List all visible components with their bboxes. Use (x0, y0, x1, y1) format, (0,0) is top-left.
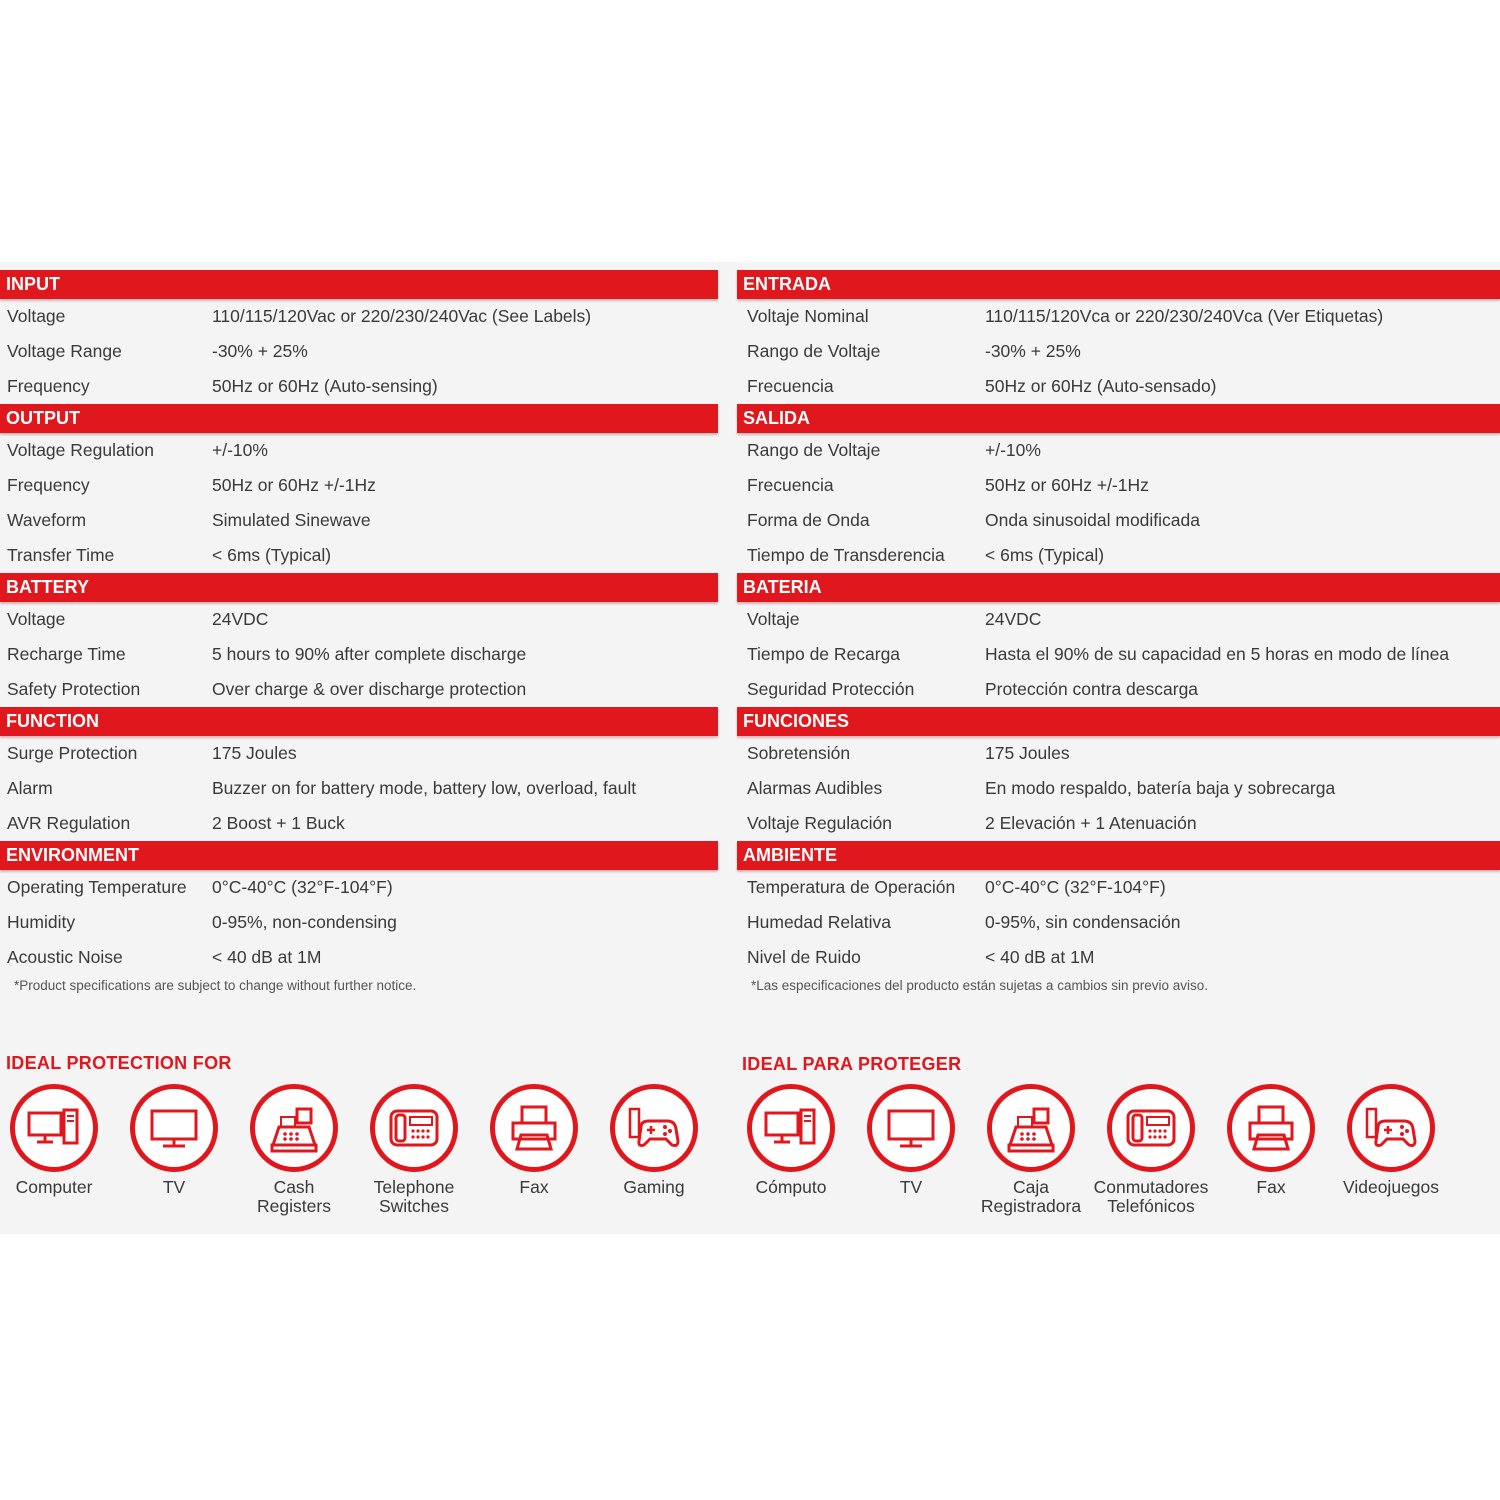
section-header: ENVIRONMENT (0, 841, 718, 870)
section-header: AMBIENTE (737, 841, 1500, 870)
cash-register-icon (250, 1084, 338, 1172)
spec-value: 50Hz or 60Hz (Auto-sensing) (212, 376, 438, 396)
spec-row (0, 672, 718, 707)
spec-value: +/-10% (985, 440, 1041, 460)
spec-row (0, 369, 718, 404)
spec-label: Recharge Time (7, 644, 126, 664)
ideal-item (474, 1084, 594, 1216)
spec-value: Buzzer on for battery mode, battery low, overload, fault (212, 778, 637, 798)
spec-value: -30% + 25% (985, 341, 1081, 361)
spec-row (0, 503, 718, 538)
tv-icon (130, 1084, 218, 1172)
ideal-item-label: Videojuegos (1342, 1177, 1439, 1197)
spec-row (0, 806, 718, 841)
spec-value: En modo respaldo, batería baja y sobrecarga (985, 778, 1336, 798)
spec-row (0, 637, 718, 672)
section-header: ENTRADA (737, 270, 1500, 299)
spec-row (737, 299, 1500, 334)
spec-value: 175 Joules (212, 743, 297, 763)
spec-value: 175 Joules (985, 743, 1070, 763)
spec-value: Over charge & over discharge protection (212, 679, 527, 699)
spec-section (737, 707, 1500, 841)
ideal-item-label: TV (899, 1177, 923, 1197)
spec-label: Transfer Time (7, 545, 115, 565)
spec-label: Forma de Onda (747, 510, 870, 530)
section-header: SALIDA (737, 404, 1500, 433)
gaming-icon (610, 1084, 698, 1172)
ideal-item (1331, 1084, 1451, 1216)
spec-label: Tiempo de Transderencia (747, 545, 945, 565)
spec-row (0, 771, 718, 806)
ideal-item-label: Fax (1256, 1177, 1286, 1197)
spec-row (0, 736, 718, 771)
ideal-icons-es (731, 1084, 1451, 1216)
section-header: FUNCIONES (737, 707, 1500, 736)
spec-value: 50Hz or 60Hz +/-1Hz (985, 475, 1149, 495)
gaming-icon (1347, 1084, 1435, 1172)
spec-row (0, 538, 718, 573)
computer-icon (747, 1084, 835, 1172)
spec-row (737, 637, 1500, 672)
ideal-item-label: Conmutadores Telefónicos (1093, 1177, 1209, 1216)
spec-label: Sobretensión (747, 743, 851, 763)
spec-row (737, 905, 1500, 940)
spec-section (0, 573, 718, 707)
cash-register-icon (987, 1084, 1075, 1172)
spec-section (0, 841, 718, 975)
spec-label: Frecuencia (747, 475, 834, 495)
spec-row (0, 468, 718, 503)
spec-label: Safety Protection (7, 679, 141, 699)
ideal-item (851, 1084, 971, 1216)
spec-label: Nivel de Ruido (747, 947, 861, 967)
spec-label: Temperatura de Operación (747, 877, 956, 897)
spec-label: AVR Regulation (7, 813, 131, 833)
spec-value: Simulated Sinewave (212, 510, 371, 530)
spec-label: Waveform (7, 510, 87, 530)
ideal-item-label: Gaming (623, 1177, 685, 1197)
spec-label: Frecuencia (747, 376, 834, 396)
spec-value: Onda sinusoidal modificada (985, 510, 1200, 530)
spec-label: Voltaje (747, 609, 800, 629)
spanish-spec-column (737, 270, 1500, 997)
spec-label: Seguridad Protección (747, 679, 915, 699)
ideal-item (0, 1084, 114, 1216)
section-header: BATTERY (0, 573, 718, 602)
ideal-item-label: Computer (15, 1177, 93, 1197)
fax-icon (1227, 1084, 1315, 1172)
spec-row (737, 538, 1500, 573)
ideal-item (594, 1084, 714, 1216)
telephone-icon (1107, 1084, 1195, 1172)
spec-row (737, 940, 1500, 975)
ideal-item-label: Fax (519, 1177, 549, 1197)
spec-value: Hasta el 90% de su capacidad en 5 horas en modo de línea (985, 644, 1450, 664)
spec-row (0, 905, 718, 940)
spec-value: 110/115/120Vac or 220/230/240Vac (See Labels) (212, 306, 592, 326)
spec-value: 50Hz or 60Hz (Auto-sensado) (985, 376, 1217, 396)
spec-value: 0°C-40°C (32°F-104°F) (212, 877, 393, 897)
spec-row (737, 806, 1500, 841)
spec-value: < 6ms (Typical) (985, 545, 1105, 565)
ideal-item-label: Caja Registradora (980, 1177, 1082, 1216)
ideal-item-label: Cómputo (755, 1177, 827, 1197)
section-header: FUNCTION (0, 707, 718, 736)
ideal-item (1211, 1084, 1331, 1216)
disclaimer-note: *Product specifications are subject to change without further notice. (14, 978, 417, 993)
spec-label: Frequency (7, 475, 90, 495)
spec-label: Rango de Voltaje (747, 440, 881, 460)
spec-value: 0-95%, non-condensing (212, 912, 397, 932)
spec-value: 24VDC (985, 609, 1042, 629)
section-header: OUTPUT (0, 404, 718, 433)
spec-label: Voltage Regulation (7, 440, 154, 460)
spec-label: Alarmas Audibles (747, 778, 883, 798)
spec-label: Voltaje Nominal (747, 306, 869, 326)
section-header: BATERIA (737, 573, 1500, 602)
spec-section (737, 573, 1500, 707)
spec-label: Acoustic Noise (7, 947, 123, 967)
ideal-item (1091, 1084, 1211, 1216)
spec-value: < 6ms (Typical) (212, 545, 332, 565)
spec-value: Protección contra descarga (985, 679, 1199, 699)
ideal-item (114, 1084, 234, 1216)
spec-label: Voltage (7, 306, 66, 326)
ideal-item (971, 1084, 1091, 1216)
spec-row (0, 334, 718, 369)
spec-label: Rango de Voltaje (747, 341, 881, 361)
spec-label: Voltaje Regulación (747, 813, 892, 833)
spec-section (0, 270, 718, 404)
spec-row (737, 736, 1500, 771)
telephone-icon (370, 1084, 458, 1172)
spec-label: Humedad Relativa (747, 912, 891, 932)
spec-row (737, 468, 1500, 503)
spec-label: Frequency (7, 376, 90, 396)
spec-row (737, 369, 1500, 404)
spec-section (0, 404, 718, 573)
spec-value: 0-95%, sin condensación (985, 912, 1181, 932)
ideal-item (731, 1084, 851, 1216)
spec-section (737, 841, 1500, 975)
spec-value: -30% + 25% (212, 341, 308, 361)
ideal-item-label: TV (162, 1177, 186, 1197)
spec-label: Surge Protection (7, 743, 138, 763)
ideal-item (354, 1084, 474, 1216)
spec-value: +/-10% (212, 440, 268, 460)
english-spec-column (0, 270, 718, 997)
ideal-item-label: Cash Registers (257, 1177, 331, 1216)
ideal-protection-title-es: IDEAL PARA PROTEGER (742, 1054, 962, 1074)
spec-value: 24VDC (212, 609, 269, 629)
section-header: INPUT (0, 270, 718, 299)
spec-row (737, 503, 1500, 538)
disclaimer-note: *Las especificaciones del producto están sujetas a cambios sin previo aviso. (751, 978, 1209, 993)
spec-row (737, 870, 1500, 905)
spec-label: Operating Temperature (7, 877, 187, 897)
ideal-protection-title-en: IDEAL PROTECTION FOR (6, 1053, 232, 1073)
spec-section (0, 707, 718, 841)
spec-row (737, 433, 1500, 468)
spec-section (737, 270, 1500, 404)
spec-value: 110/115/120Vca or 220/230/240Vca (Ver Etiquetas) (985, 306, 1384, 326)
spec-value: 50Hz or 60Hz +/-1Hz (212, 475, 376, 495)
computer-icon (10, 1084, 98, 1172)
spec-row (0, 602, 718, 637)
ideal-item-label: Telephone Switches (373, 1177, 455, 1216)
spec-value: < 40 dB at 1M (212, 947, 322, 967)
tv-icon (867, 1084, 955, 1172)
spec-row (737, 771, 1500, 806)
ideal-item (234, 1084, 354, 1216)
spec-value: 2 Boost + 1 Buck (212, 813, 345, 833)
spec-label: Tiempo de Recarga (747, 644, 901, 664)
spec-label: Voltage (7, 609, 66, 629)
spec-value: 2 Elevación + 1 Atenuación (985, 813, 1197, 833)
spec-value: < 40 dB at 1M (985, 947, 1095, 967)
spec-row (0, 870, 718, 905)
spec-row (0, 299, 718, 334)
fax-icon (490, 1084, 578, 1172)
spec-row (0, 940, 718, 975)
spec-label: Alarm (7, 778, 53, 798)
spec-value: 0°C-40°C (32°F-104°F) (985, 877, 1166, 897)
spec-section (737, 404, 1500, 573)
spec-row (737, 334, 1500, 369)
spec-value: 5 hours to 90% after complete discharge (212, 644, 527, 664)
ideal-icons-en (0, 1084, 714, 1216)
spec-row (0, 433, 718, 468)
spec-row (737, 672, 1500, 707)
spec-row (737, 602, 1500, 637)
spec-label: Voltage Range (7, 341, 122, 361)
spec-label: Humidity (7, 912, 76, 932)
